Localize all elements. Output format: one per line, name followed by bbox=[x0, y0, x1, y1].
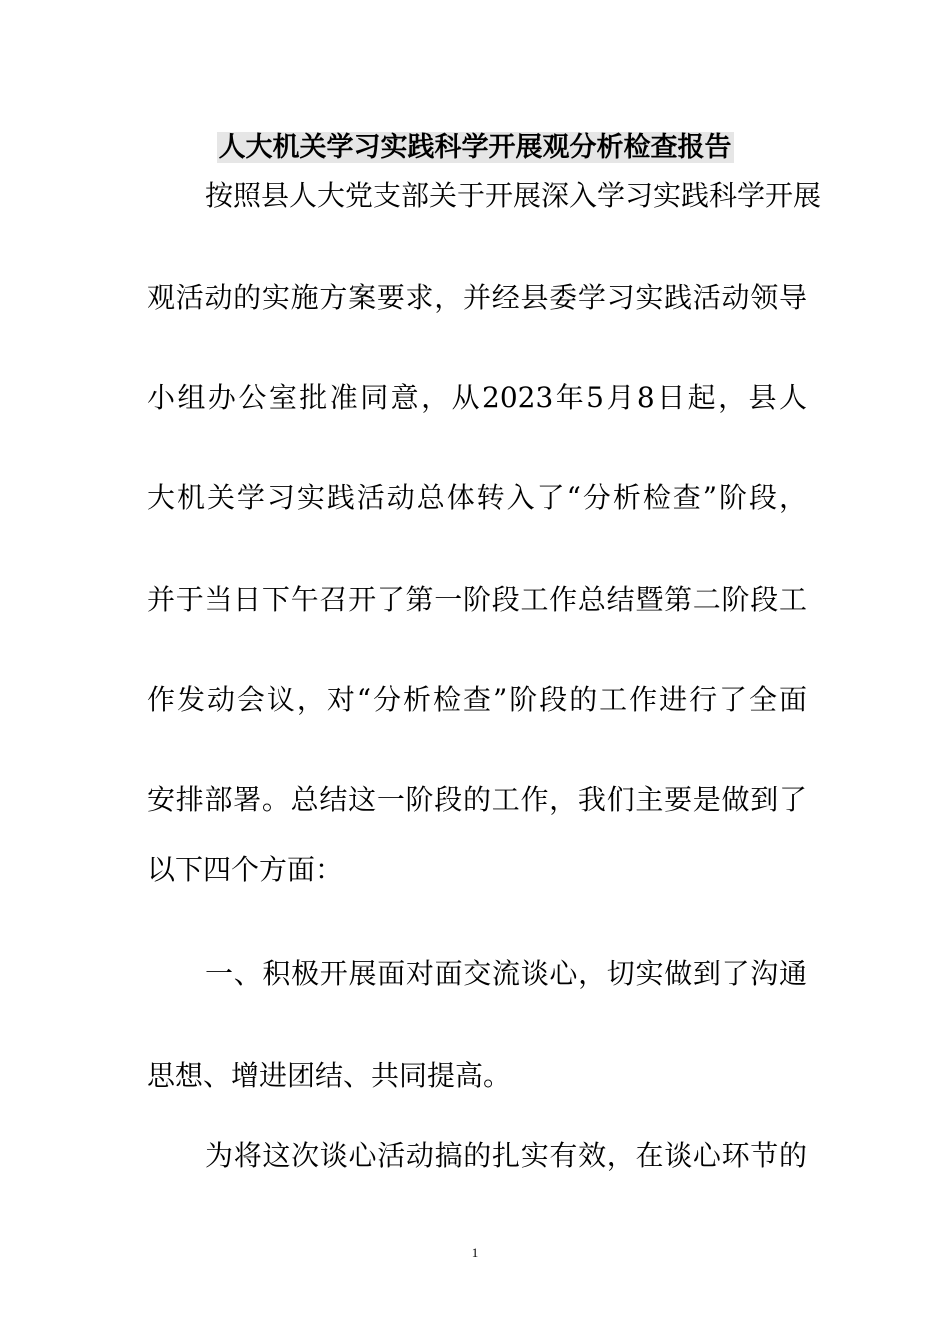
body-line-1: 按照县人大党支部关于开展深入学习实践科学开展 bbox=[205, 179, 822, 212]
section-heading-line-1: 一、积极开展面对面交流谈心，切实做到了沟通 bbox=[205, 957, 807, 990]
body-line-6: 作发动会议，对“分析检查”阶段的工作进行了全面 bbox=[147, 683, 807, 716]
body-line-3: 小组办公室批准同意，从2023年5月8日起，县人 bbox=[147, 381, 807, 414]
body-line-9: 为将这次谈心活动搞的扎实有效，在谈心环节的 bbox=[205, 1139, 807, 1172]
document-title-text: 人大机关学习实践科学开展观分析检查报告 bbox=[218, 132, 732, 163]
body-line-2: 观活动的实施方案要求，并经县委学习实践活动领导 bbox=[147, 281, 807, 314]
body-line-5: 并于当日下午召开了第一阶段工作总结暨第二阶段工 bbox=[147, 583, 807, 616]
body-line-7: 安排部署。总结这一阶段的工作，我们主要是做到了 bbox=[147, 783, 807, 816]
body-line-8: 以下四个方面： bbox=[147, 853, 344, 886]
body-line-4: 大机关学习实践活动总体转入了“分析检查”阶段， bbox=[147, 481, 807, 514]
section-heading-line-2: 思想、增进团结、共同提高。 bbox=[147, 1059, 512, 1092]
page-number: 1 bbox=[471, 1245, 479, 1260]
document-title bbox=[0, 128, 950, 168]
